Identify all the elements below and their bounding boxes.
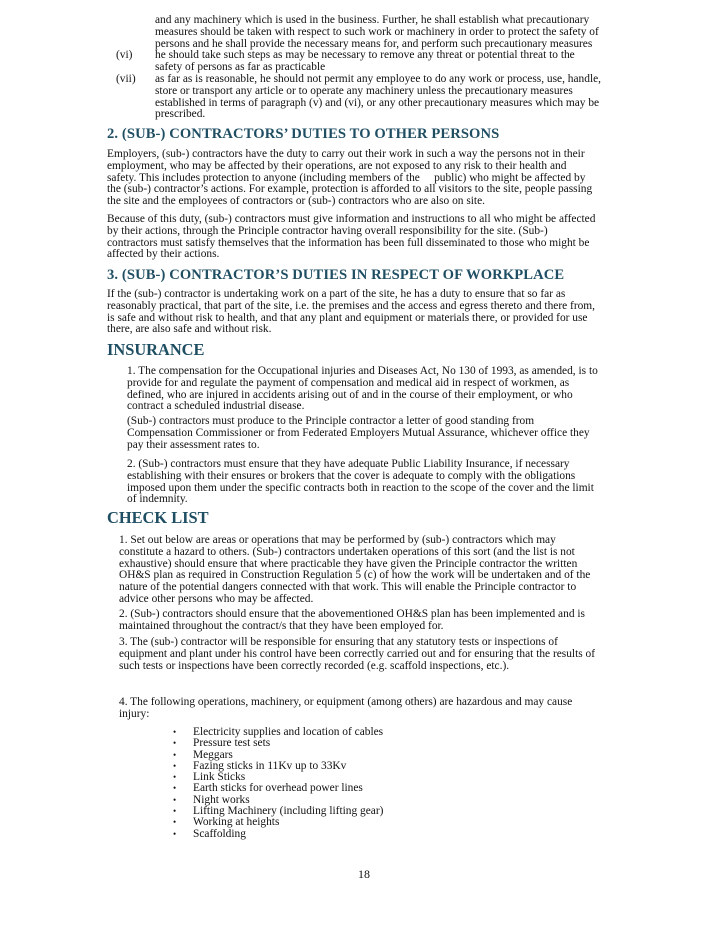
list-item-text: Earth sticks for overhead power lines bbox=[193, 782, 363, 795]
list-item-vii bbox=[155, 74, 625, 121]
list-item-text: Lifting Machinery (including lifting gear) bbox=[193, 805, 384, 818]
text-line: of indemnity. bbox=[127, 493, 188, 506]
text-line: 1. The compensation for the Occupational injuries and Diseases Act, No 130 of 1993, as amended, is to bbox=[127, 365, 598, 377]
text-line: and any machinery which is used in the business. Further, he shall establish what precautionary bbox=[155, 14, 590, 26]
list-item-text: Electricity supplies and location of cables bbox=[193, 726, 384, 738]
bullet-icon: • bbox=[173, 806, 177, 817]
list-item-vi bbox=[155, 50, 625, 74]
text-line: by their actions, through the Principle contractor having overall responsibility for the site. (Sub-) bbox=[107, 224, 548, 237]
text-line: nature of the potential dangers connected with that work. This will enable the Principle contractor to bbox=[119, 581, 577, 594]
text-line: safety of persons as far as practicable bbox=[155, 60, 326, 73]
text-line: there, are also safe and without risk. bbox=[107, 323, 272, 336]
section2-paragraph-2 bbox=[107, 214, 623, 261]
insurance-paragraph-1 bbox=[127, 366, 623, 413]
text-line: such tests or inspections have been correctly recorded (e.g. scaffold inspections, etc.). bbox=[119, 659, 510, 672]
text-line: established in terms of paragraph (v) and (vi), or any other precautionary measures which may be bbox=[155, 96, 600, 109]
text-line: 2. (Sub-) contractors must ensure that they have adequate Public Liability Insurance, if necessary bbox=[127, 458, 570, 470]
text-line: the site and the employees of contractors or (sub-) contractors who are also on site. bbox=[107, 195, 485, 208]
text-line: store or transport any article or to operate any machinery unless the precautionary measures bbox=[155, 84, 573, 97]
list-number-vii: (vii) bbox=[116, 73, 136, 85]
section-heading-2: 2. (SUB-) CONTRACTORS’ DUTIES TO OTHER PERSONS bbox=[107, 126, 500, 142]
text-line: 4. The following operations, machinery, or equipment (among others) are hazardous and may cause bbox=[119, 696, 573, 708]
section-heading-3: 3. (SUB-) CONTRACTOR’S DUTIES IN RESPECT OF WORKPLACE bbox=[107, 267, 565, 283]
text-line: Because of this duty, (sub-) contractors must give information and instructions to all who might be affected bbox=[107, 213, 596, 225]
bullet-icon: • bbox=[173, 727, 177, 737]
text-line: equipment and plant under his control have been correctly carried out and for ensuring that the results of bbox=[119, 647, 596, 660]
bullet-icon: • bbox=[173, 828, 177, 839]
section2-paragraph-1 bbox=[107, 149, 623, 208]
list-item-text: Pressure test sets bbox=[193, 737, 271, 750]
list-item-text: Scaffolding bbox=[193, 827, 246, 840]
list-number-vi: (vi) bbox=[116, 49, 133, 61]
text-line: advice other persons who may be affected. bbox=[119, 592, 314, 605]
bullet-icon: • bbox=[173, 772, 177, 783]
text-line: contract a scheduled industrial disease. bbox=[127, 400, 305, 413]
text-line: establishing with their ensures or brokers that the cover is adequate to comply with the obligations bbox=[127, 469, 576, 482]
text-line: defined, who are injured in accidents arising out of and in the course of their employment, or who bbox=[127, 388, 573, 401]
list-item-text: Meggars bbox=[193, 748, 233, 761]
insurance-paragraph-2 bbox=[127, 416, 623, 451]
checklist-paragraph-3 bbox=[119, 637, 623, 672]
checklist-paragraph-4 bbox=[119, 697, 623, 721]
bullet-icon: • bbox=[173, 794, 177, 805]
text-line: (Sub-) contractors must produce to the Principle contractor a letter of good standing from bbox=[127, 415, 535, 427]
insurance-paragraph-3 bbox=[127, 459, 623, 506]
text-line: imposed upon them under the specific contracts both in reaction to the scope of the cover and the limit bbox=[127, 481, 594, 494]
list-item-text: Fazing sticks in 11Kv up to 33Kv bbox=[193, 759, 347, 772]
text-line: reasonably practical, that part of the site, i.e. the premises and the access and egress thereto and there from, bbox=[107, 299, 596, 312]
bullet-icon: • bbox=[173, 749, 177, 760]
text-line: affected by their actions. bbox=[107, 248, 220, 261]
text-line: Compensation Commissioner or from Federated Employers Mutual Assurance, whichever office they bbox=[127, 426, 590, 439]
text-line: pay their assessment rates to. bbox=[127, 438, 260, 451]
section-heading-insurance: INSURANCE bbox=[107, 340, 205, 359]
text-line: he should take such steps as may be necessary to remove any threat or potential threat to the bbox=[155, 49, 575, 61]
text-line: 2. (Sub-) contractors should ensure that the abovementioned OH&S plan has been implemented and is bbox=[119, 608, 585, 620]
text-line: safety. This includes protection to anyone (including members of the public) who might be affected by bbox=[107, 171, 586, 184]
text-line: 3. The (sub-) contractor will be responsible for ensuring that any statutory tests or inspections of bbox=[119, 636, 558, 648]
list-item-text: Working at heights bbox=[193, 816, 280, 829]
checklist-paragraph-2 bbox=[119, 609, 623, 633]
text-line: maintained throughout the contract/s that they have been employed for. bbox=[119, 619, 444, 632]
text-line: is safe and without risk to health, and that any plant and equipment or materials there, or provided for use bbox=[107, 311, 588, 324]
text-line: prescribed. bbox=[155, 108, 206, 121]
bullet-icon: • bbox=[173, 783, 177, 794]
text-line: persons and he shall provide the necessary means for, and perform such precautionary measures bbox=[155, 37, 593, 50]
text-line: OH&S plan as required in Construction Regulation 5 (c) of how the work will be undertaken and of the bbox=[119, 569, 591, 582]
list-item-v-continuation bbox=[155, 15, 625, 50]
section-heading-checklist: CHECK LIST bbox=[107, 508, 209, 527]
text-line: If the (sub-) contractor is undertaking work on a part of the site, he has a duty to ensure that so far as bbox=[107, 288, 566, 300]
bullet-icon: • bbox=[173, 738, 177, 749]
text-line: Employers, (sub-) contractors have the duty to carry out their work in such a way the persons not in their bbox=[107, 148, 585, 160]
text-line: constitute a hazard to others. (Sub-) contractors undertaken operations of this sort (and the list is not bbox=[119, 545, 575, 558]
text-line: provide for and regulate the payment of compensation and medical aid in respect of workmen, as bbox=[127, 376, 570, 389]
text-line: contractors must satisfy themselves that the information has been full disseminated to those who might be bbox=[107, 236, 590, 249]
list-item-text: Link Sticks bbox=[193, 771, 246, 784]
list-item-text: Night works bbox=[193, 793, 250, 806]
text-line: injury: bbox=[119, 707, 150, 720]
page-number: 18 bbox=[358, 867, 370, 881]
text-line: measures should be taken with respect to such work or machinery in order to protect the safety of bbox=[155, 25, 599, 38]
section3-paragraph-1 bbox=[107, 289, 623, 336]
text-line: employment, who may be affected by their operations, are not exposed to any risk to their health and bbox=[107, 159, 567, 172]
hazard-bullet-list bbox=[170, 727, 383, 840]
bullet-icon: • bbox=[173, 760, 177, 771]
text-line: the (sub-) contractor’s actions. For example, protection is afforded to all visitors to the site, people passing bbox=[107, 183, 593, 196]
text-line: exhaustive) should ensure that where practicable they have given the Principle contractor the written bbox=[119, 557, 578, 570]
bullet-icon: • bbox=[173, 817, 177, 828]
text-line: as far as is reasonable, he should not permit any employee to do any work or process, use, handle, bbox=[155, 73, 602, 85]
list-item bbox=[170, 829, 383, 840]
text-line: 1. Set out below are areas or operations that may be performed by (sub-) contractors which may bbox=[119, 534, 556, 546]
checklist-paragraph-1 bbox=[119, 535, 623, 606]
